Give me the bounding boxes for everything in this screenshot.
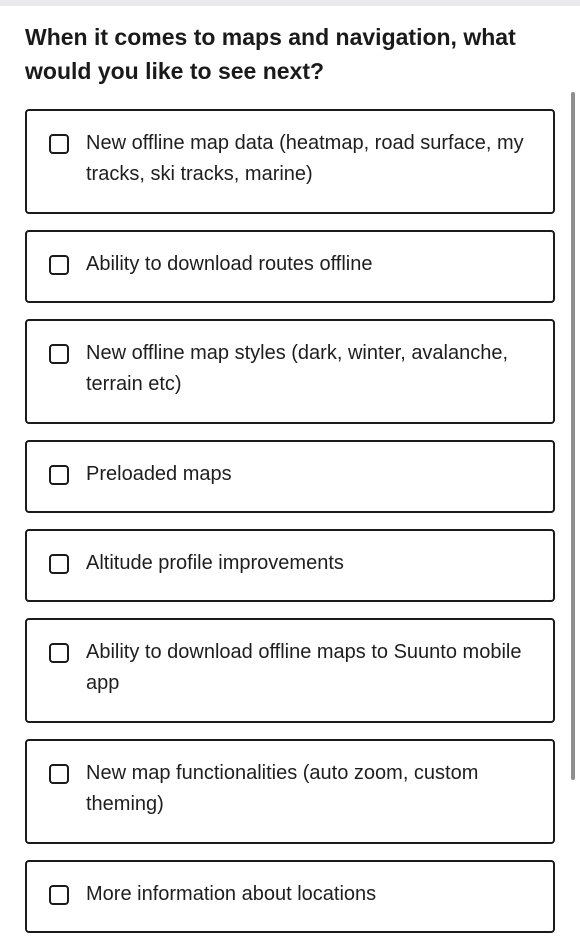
checkbox-icon[interactable] [49,643,69,663]
option-offline-map-data[interactable] [25,109,555,214]
checkbox-icon[interactable] [49,885,69,905]
option-label: More information about locations [86,883,377,905]
option-label: New map functionalities (auto zoom, custom theming) [86,762,479,815]
checkbox-icon[interactable] [49,134,69,154]
scrollbar-thumb[interactable] [571,92,575,780]
option-preloaded-maps[interactable] [25,440,555,513]
survey-question: When it comes to maps and navigation, what would you like to see next? [25,24,516,84]
option-label: Ability to download routes offline [86,253,373,275]
checkbox-icon[interactable] [49,554,69,574]
option-label: New offline map data (heatmap, road surface, my tracks, ski tracks, marine) [86,132,524,185]
option-label: Ability to download offline maps to Suunto mobile app [86,641,522,694]
option-label: New offline map styles (dark, winter, avalanche, terrain etc) [86,342,509,395]
option-offline-map-styles[interactable] [25,319,555,424]
checkbox-icon[interactable] [49,465,69,485]
option-location-information[interactable] [25,860,555,933]
checkbox-icon[interactable] [49,344,69,364]
option-altitude-profile[interactable] [25,529,555,602]
checkbox-icon[interactable] [49,764,69,784]
top-bar-strip [0,0,580,6]
option-map-functionalities[interactable] [25,739,555,844]
option-download-routes[interactable] [25,230,555,303]
option-download-maps-mobile[interactable] [25,618,555,723]
checkbox-icon[interactable] [49,255,69,275]
option-label: Altitude profile improvements [86,552,344,574]
option-label: Preloaded maps [86,463,232,485]
options-list [25,109,555,949]
